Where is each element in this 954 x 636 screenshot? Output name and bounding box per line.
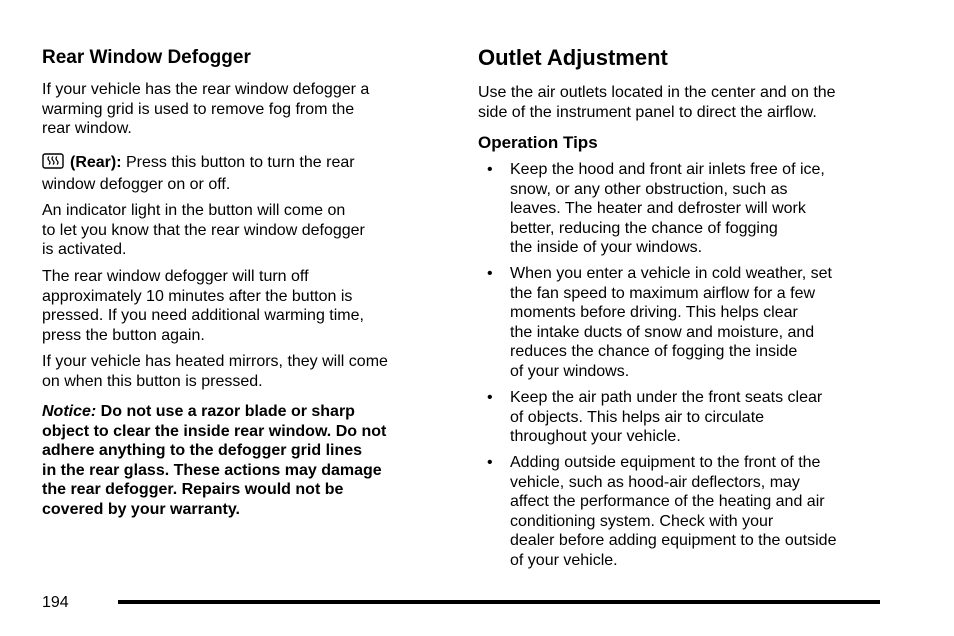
notice-paragraph	[42, 402, 386, 520]
defogger-timer-paragraph: The rear window defogger will turn off approximately 10 minutes after the button is pressed. If you need additional warming time, press the button again.	[42, 268, 364, 344]
bullet-text: Keep the hood and front air inlets free of ice, snow, or any other obstruction, such as leaves. The heater and defroster will work better, reducing the chance of fogging the inside of your windows.	[510, 161, 825, 257]
bullet-text: When you enter a vehicle in cold weather, set the fan speed to maximum airflow for a few moments before driving. This helps clear the intake ducts of snow and moisture, and reduces the chance of fogging the inside of your windows.	[510, 265, 832, 380]
notice-text: Do not use a razor blade or sharp object to clear the inside rear window. Do not adhere anything to the defogger grid lines in the rear glass. These actions may damage the rear defogger. Repairs would not be covered by your warranty.	[42, 403, 387, 518]
rear-defogger-icon	[42, 153, 64, 175]
bullet-glyph: •	[487, 161, 493, 178]
bullet-glyph: •	[487, 389, 493, 406]
defogger-intro-paragraph: If your vehicle has the rear window defogger a warming grid is used to remove fog from the rear window.	[42, 81, 370, 138]
notice-label: Notice:	[42, 403, 97, 420]
bullet-text: Keep the air path under the front seats clear of objects. This helps air to circulate throughout your vehicle.	[510, 389, 823, 446]
indicator-light-paragraph: An indicator light in the button will come on to let you know that the rear window defogger is activated.	[42, 202, 365, 259]
outlet-intro-paragraph: Use the air outlets located in the center and on the side of the instrument panel to direct the airflow.	[478, 84, 836, 121]
bullet-glyph: •	[487, 265, 493, 282]
outlet-adjustment-heading: Outlet Adjustment	[478, 45, 668, 70]
rear-button-paragraph	[42, 153, 355, 194]
footer-rule	[118, 600, 880, 604]
bullet-text: Adding outside equipment to the front of the vehicle, such as hood-air deflectors, may affect the performance of the heating and air conditioning system. Check with your dealer before adding equipment to the outside of your vehicle.	[510, 454, 837, 569]
rear-button-text: Press this button to turn the rear window defogger on or off.	[42, 154, 355, 193]
operation-tips-heading: Operation Tips	[478, 133, 598, 152]
rear-button-label: (Rear):	[70, 154, 122, 171]
rear-window-defogger-heading: Rear Window Defogger	[42, 47, 251, 68]
page-number: 194	[42, 594, 69, 611]
bullet-glyph: •	[487, 454, 493, 471]
heated-mirrors-paragraph: If your vehicle has heated mirrors, they will come on when this button is pressed.	[42, 353, 388, 390]
